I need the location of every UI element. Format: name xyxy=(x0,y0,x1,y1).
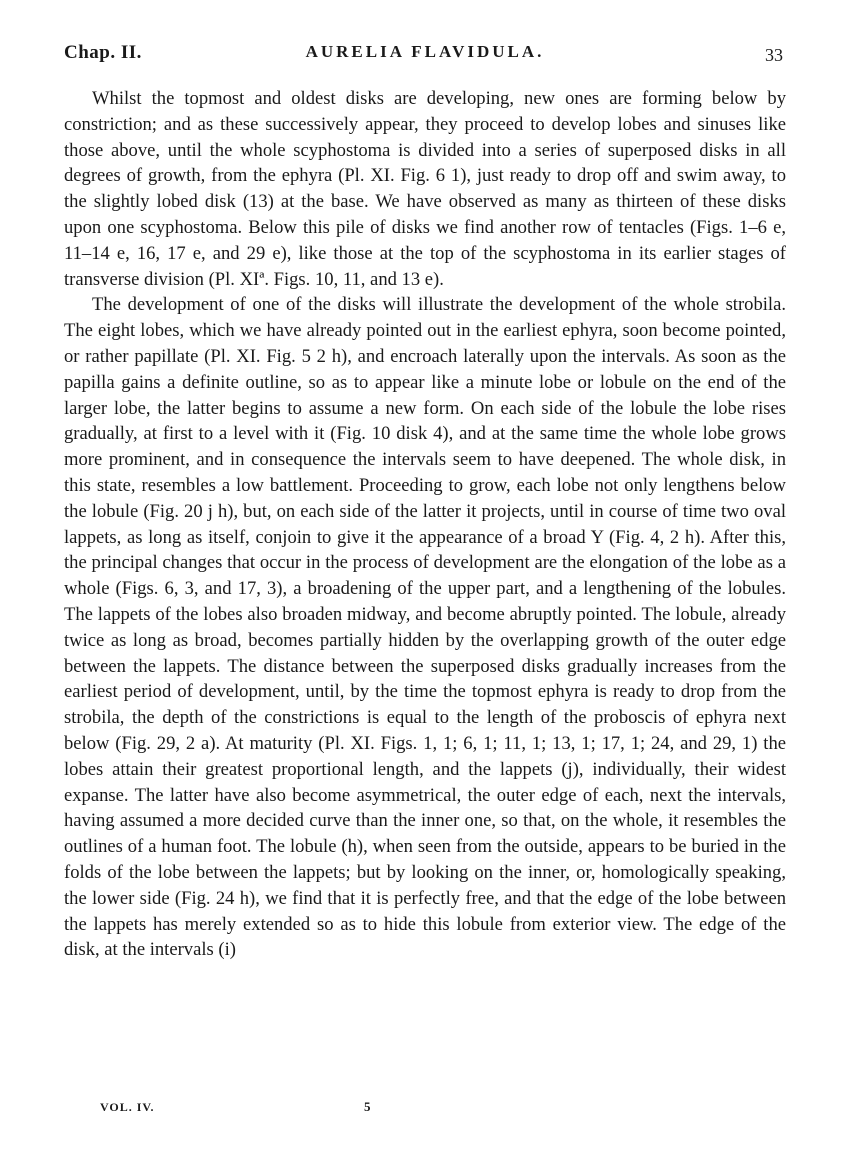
page-number: 33 xyxy=(765,45,783,65)
paragraph: Whilst the topmost and oldest disks are developing, new ones are forming below by constriction; and as these successively appear, they proceed to develop lobes and sinuses like those above, until the whole scyphostoma is divided into a series of superposed disks in all degrees of growth, from the ephyra (Pl. XI. Fig. 6 1), just ready to drop off and swim away, to the slightly lobed disk (13) at the base. We have observed as many as thirteen of these disks upon one scyphostoma. Below this pile of disks we find another row of tentacles (Figs. 1–6 e, 11–14 e, 16, 17 e, and 29 e), like those at the top of the scyphostoma in its earlier stages of transverse division (Pl. XIª. Figs. 10, 11, and 13 e). xyxy=(64,88,786,290)
page-footer xyxy=(100,1100,420,1120)
volume-label: VOL. IV. xyxy=(100,1100,155,1114)
chapter-label: Chap. II. xyxy=(64,42,142,63)
body-text xyxy=(64,86,786,963)
signature-mark: 5 xyxy=(364,1099,371,1114)
running-title: AURELIA FLAVIDULA. xyxy=(305,42,545,61)
paragraph: The development of one of the disks will illustrate the development of the whole strobila. The eight lobes, which we have already pointed out in the earliest ephyra, soon become pointed, or rather papillate (Pl. XI. Fig. 5 2 h), and encroach laterally upon the intervals. As soon as the papilla gains a definite outline, so as to appear like a minute lobe or lobule on the end of the larger lobe, the latter begins to assume a new form. On each side of the lobule the lobe rises gradually, at first to a level with it (Fig. 10 disk 4), and at the same time the whole lobe grows more prominent, and in consequence the intervals seem to have deepened. The whole disk, in this state, resembles a low battlement. Proceeding to grow, each lobe not only lengthens below the lobule (Fig. 20 j h), but, on each side of the latter it projects, until in course of time two oval lappets, as long as itself, conjoin to give it the appearance of a broad Y (Fig. 4, 2 h). After this, the principal changes that occur in the process of development are the elongation of the lobe as a whole (Figs. 6, 3, and 17, 3), a broadening of the upper part, and a lengthening of the lobules. The lappets of the lobes also broaden midway, and become abruptly pointed. The lobule, already twice as long as broad, becomes partially hidden by the overlapping growth of the outer edge between the lappets. The distance between the superposed disks gradually increases from the earliest period of development, until, by the time the topmost ephyra is ready to drop from the strobila, the depth of the constrictions is equal to the length of the proboscis of ephyra next below (Fig. 29, 2 a). At maturity (Pl. XI. Figs. 1, 1; 6, 1; 11, 1; 13, 1; 17, 1; 24, and 29, 1) the lobes attain their greatest proportional length, and the lappets (j), individually, their widest expanse. The latter have also become asymmetrical, the outer edge of each, next the intervals, having assumed a more decided curve than the inner one, so that, on the whole, it resembles the outlines of a human foot. The lobule (h), when seen from the outside, appears to be buried in the folds of the lobe between the lappets; but by looking on the inner, or, homologically speaking, the lower side (Fig. 24 h), we find that it is perfectly free, and that the edge of the lobe between the lappets has merely extended so as to hide this lobule from exterior view. The edge of the disk, at the intervals (i) xyxy=(64,294,786,961)
running-header xyxy=(64,40,786,70)
